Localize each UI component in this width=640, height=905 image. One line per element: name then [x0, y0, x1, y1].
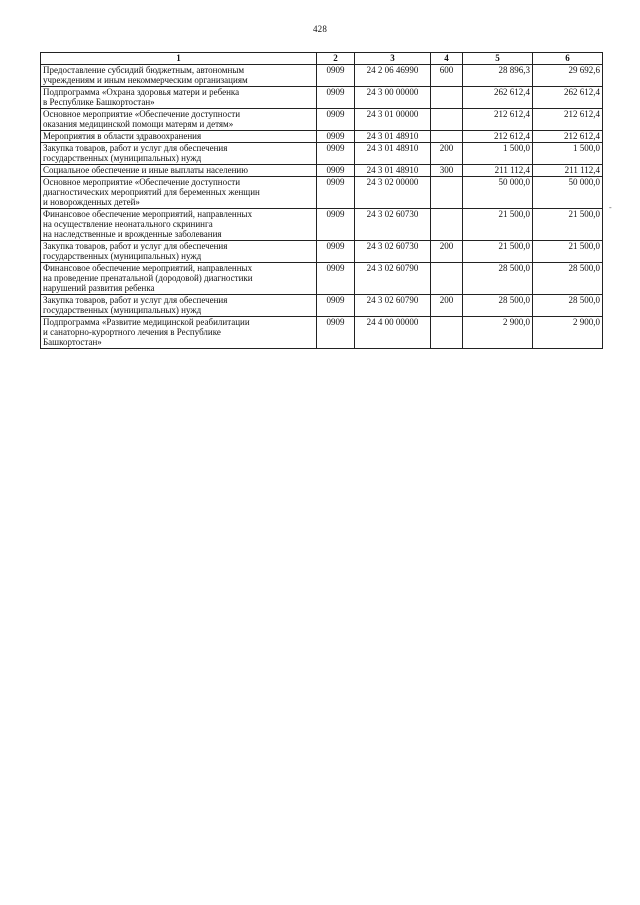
- row-amount-col6: 50 000,0: [533, 177, 603, 209]
- row-target-article: 24 3 01 48910: [355, 131, 431, 143]
- header-col-3: 3: [355, 53, 431, 65]
- row-name: Основное мероприятие «Обеспечение доступности диагностических мероприятий для беременных женщин и новорожденных детей»: [41, 177, 317, 209]
- row-target-article: 24 3 01 00000: [355, 109, 431, 131]
- table-row: [41, 165, 603, 177]
- row-section-code: 0909: [317, 317, 355, 349]
- table-row: [41, 143, 603, 165]
- row-name: Предоставление субсидий бюджетным, автономным учреждениям и иным некоммерческим организациям: [41, 65, 317, 87]
- row-target-article: 24 3 02 60790: [355, 263, 431, 295]
- row-expense-type: 200: [431, 295, 463, 317]
- row-name: Подпрограмма «Развитие медицинской реабилитации и санаторно-курортного лечения в Республике Башкортостан»: [41, 317, 317, 349]
- row-amount-col5: 211 112,4: [463, 165, 533, 177]
- row-name: Закупка товаров, работ и услуг для обеспечения государственных (муниципальных) нужд: [41, 143, 317, 165]
- row-expense-type: 200: [431, 241, 463, 263]
- row-target-article: 24 3 02 60730: [355, 241, 431, 263]
- row-target-article: 24 2 06 46990: [355, 65, 431, 87]
- row-amount-col6: 28 500,0: [533, 295, 603, 317]
- row-section-code: 0909: [317, 131, 355, 143]
- row-section-code: 0909: [317, 143, 355, 165]
- row-section-code: 0909: [317, 241, 355, 263]
- row-name: Закупка товаров, работ и услуг для обеспечения государственных (муниципальных) нужд: [41, 241, 317, 263]
- row-amount-col5: 21 500,0: [463, 241, 533, 263]
- row-section-code: 0909: [317, 109, 355, 131]
- row-name: Финансовое обеспечение мероприятий, направленных на осуществление неонатального скрининга на наследственные и врожденные заболевания: [41, 209, 317, 241]
- table-row: [41, 87, 603, 109]
- row-expense-type: 300: [431, 165, 463, 177]
- header-col-1: 1: [41, 53, 317, 65]
- table-row: [41, 65, 603, 87]
- row-target-article: 24 4 00 00000: [355, 317, 431, 349]
- row-amount-col6: 2 900,0: [533, 317, 603, 349]
- row-expense-type: 200: [431, 143, 463, 165]
- budget-allocation-table: [40, 52, 603, 349]
- row-amount-col6: 1 500,0: [533, 143, 603, 165]
- row-amount-col6: 21 500,0: [533, 209, 603, 241]
- row-amount-col6: 212 612,4: [533, 109, 603, 131]
- margin-dash-mark: -: [609, 203, 612, 212]
- row-section-code: 0909: [317, 165, 355, 177]
- row-section-code: 0909: [317, 295, 355, 317]
- row-section-code: 0909: [317, 65, 355, 87]
- row-amount-col6: 211 112,4: [533, 165, 603, 177]
- row-name: Основное мероприятие «Обеспечение доступности оказания медицинской помощи матерям и детям»: [41, 109, 317, 131]
- table-row: [41, 209, 603, 241]
- row-amount-col6: 21 500,0: [533, 241, 603, 263]
- row-amount-col6: 29 692,6: [533, 65, 603, 87]
- row-amount-col5: 28 500,0: [463, 263, 533, 295]
- row-expense-type: [431, 87, 463, 109]
- page-number: 428: [312, 24, 328, 34]
- table-row: [41, 263, 603, 295]
- row-amount-col6: 212 612,4: [533, 131, 603, 143]
- row-name: Закупка товаров, работ и услуг для обеспечения государственных (муниципальных) нужд: [41, 295, 317, 317]
- row-name: Мероприятия в области здравоохранения: [41, 131, 317, 143]
- table-row: [41, 131, 603, 143]
- row-target-article: 24 3 01 48910: [355, 165, 431, 177]
- row-expense-type: [431, 317, 463, 349]
- row-amount-col6: 28 500,0: [533, 263, 603, 295]
- row-amount-col6: 262 612,4: [533, 87, 603, 109]
- row-expense-type: 600: [431, 65, 463, 87]
- row-target-article: 24 3 02 60730: [355, 209, 431, 241]
- row-name: Финансовое обеспечение мероприятий, направленных на проведение пренатальной (дородовой) диагностики нарушений развития ребенка: [41, 263, 317, 295]
- table-header-row: [41, 53, 603, 65]
- header-col-6: 6: [533, 53, 603, 65]
- row-amount-col5: 28 896,3: [463, 65, 533, 87]
- header-col-5: 5: [463, 53, 533, 65]
- header-col-4: 4: [431, 53, 463, 65]
- row-target-article: 24 3 02 00000: [355, 177, 431, 209]
- row-name: Подпрограмма «Охрана здоровья матери и ребенка в Республике Башкортостан»: [41, 87, 317, 109]
- table-row: [41, 177, 603, 209]
- table-row: [41, 295, 603, 317]
- row-target-article: 24 3 01 48910: [355, 143, 431, 165]
- row-expense-type: [431, 177, 463, 209]
- row-section-code: 0909: [317, 87, 355, 109]
- row-amount-col5: 28 500,0: [463, 295, 533, 317]
- header-col-2: 2: [317, 53, 355, 65]
- table-row: [41, 109, 603, 131]
- row-amount-col5: 50 000,0: [463, 177, 533, 209]
- table-row: [41, 317, 603, 349]
- row-expense-type: [431, 263, 463, 295]
- row-amount-col5: 2 900,0: [463, 317, 533, 349]
- row-expense-type: [431, 131, 463, 143]
- table-row: [41, 241, 603, 263]
- row-amount-col5: 212 612,4: [463, 131, 533, 143]
- row-amount-col5: 21 500,0: [463, 209, 533, 241]
- row-section-code: 0909: [317, 263, 355, 295]
- row-amount-col5: 262 612,4: [463, 87, 533, 109]
- row-expense-type: [431, 209, 463, 241]
- row-target-article: 24 3 02 60790: [355, 295, 431, 317]
- row-amount-col5: 1 500,0: [463, 143, 533, 165]
- row-amount-col5: 212 612,4: [463, 109, 533, 131]
- row-expense-type: [431, 109, 463, 131]
- row-section-code: 0909: [317, 209, 355, 241]
- row-section-code: 0909: [317, 177, 355, 209]
- row-target-article: 24 3 00 00000: [355, 87, 431, 109]
- row-name: Социальное обеспечение и иные выплаты населению: [41, 165, 317, 177]
